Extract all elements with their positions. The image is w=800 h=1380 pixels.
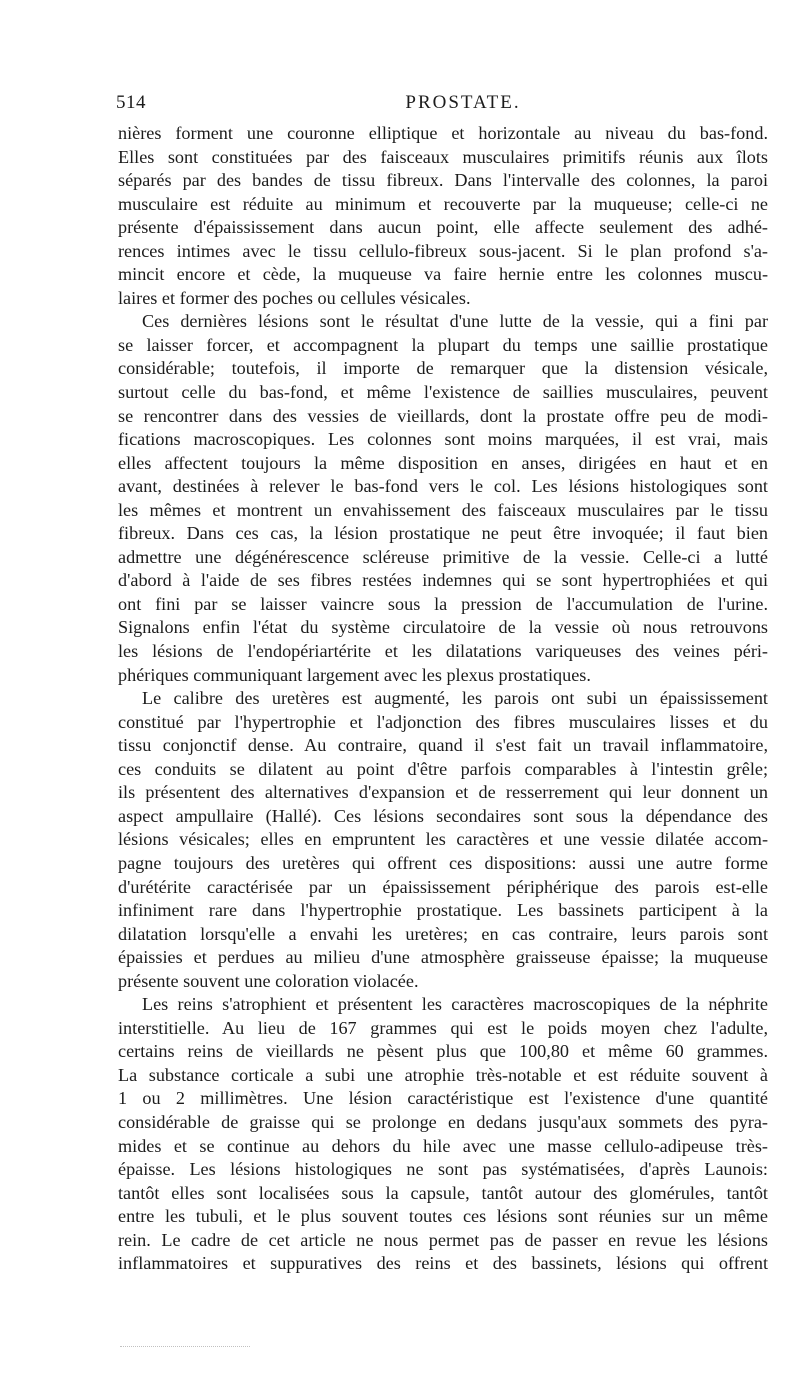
text-line: séparés par des bandes de tissu fibreux. Dans l'intervalle des colonnes, la paroi	[118, 170, 768, 191]
text-line: nières forment une couronne elliptique et horizontale au niveau du bas-fond.	[118, 123, 768, 143]
text-line: Le calibre des uretères est augmenté, les parois ont subi un épaississement	[142, 688, 768, 709]
paragraph	[118, 122, 768, 310]
text-line: lésions vésicales; elles en empruntent les caractères et une vessie dilatée accom-	[118, 829, 768, 850]
text-line: La substance corticale a subi une atrophie très-notable et est réduite souvent à	[118, 1064, 768, 1085]
paragraph	[118, 993, 768, 1276]
text-line: d'urétérite caractérisée par un épaississement périphérique des parois est-elle	[118, 876, 768, 897]
page-number: 514	[116, 92, 146, 113]
page-header	[116, 92, 770, 122]
text-line: admettre une dégénérescence scléreuse primitive de la vessie. Celle-ci a lutté	[118, 546, 768, 567]
text-line: se rencontrer dans des vessies de vieillards, dont la prostate offre peu de modi-	[118, 405, 768, 426]
text-line: musculaire est réduite au minimum et recouverte par la muqueuse; celle-ci ne	[118, 193, 768, 214]
text-line: mincit encore et cède, la muqueuse va faire hernie entre les colonnes muscu-	[118, 264, 768, 285]
text-line: rences intimes avec le tissu cellulo-fibreux sous-jacent. Si le plan profond s'a-	[118, 240, 768, 261]
text-line: Signalons enfin l'état du système circulatoire de la vessie où nous retrouvons	[118, 617, 768, 638]
text-line: d'abord à l'aide de ses fibres restées indemnes qui se sont hypertrophiées et qui	[118, 570, 768, 591]
body-text	[118, 122, 768, 1276]
text-line: 1 ou 2 millimètres. Une lésion caractéristique est l'existence d'une quantité	[118, 1088, 768, 1109]
text-line: mides et se continue au dehors du hile avec une masse cellulo-adipeuse très-	[118, 1135, 768, 1156]
text-line: épaissies et perdues au milieu d'une atmosphère graisseuse épaisse; la muqueuse	[118, 947, 768, 968]
text-line: certains reins de vieillards ne pèsent plus que 100,80 et même 60 grammes.	[118, 1041, 768, 1062]
text-line: pagne toujours des uretères qui offrent ces dispositions: aussi une autre forme	[118, 852, 768, 873]
text-line: surtout celle du bas-fond, et même l'existence de saillies musculaires, peuvent	[118, 382, 768, 403]
text-line: ils présentent des alternatives d'expansion et de resserrement qui leur donnent un	[118, 782, 768, 803]
paragraph	[118, 687, 768, 993]
text-line: se laisser forcer, et accompagnent la plupart du temps une saillie prostatique	[118, 334, 768, 355]
text-line: ont fini par se laisser vaincre sous la pression de l'accumulation de l'urine.	[118, 593, 768, 614]
text-line: rein. Le cadre de cet article ne nous permet pas de passer en revue les lésions	[118, 1229, 768, 1250]
text-line: entre les tubuli, et le plus souvent toutes ces lésions sont réunies sur un même	[118, 1206, 768, 1227]
text-line: tissu conjonctif dense. Au contraire, quand il s'est fait un travail inflammatoire,	[118, 735, 768, 756]
text-line: phériques communiquant largement avec les plexus prostatiques.	[118, 664, 591, 685]
text-line: aspect ampullaire (Hallé). Ces lésions secondaires sont sous la dépendance des	[118, 805, 768, 826]
text-line: interstitielle. Au lieu de 167 grammes qui est le poids moyen chez l'adulte,	[118, 1017, 768, 1038]
text-line: tantôt elles sont localisées sous la capsule, tantôt autour des glomérules, tantôt	[118, 1182, 768, 1203]
text-line: avant, destinées à relever le bas-fond vers le col. Les lésions histologiques sont	[118, 476, 768, 497]
running-title: PROSTATE.	[405, 92, 521, 113]
text-line: constitué par l'hypertrophie et l'adjonction des fibres musculaires lisses et du	[118, 711, 768, 732]
text-line: les lésions de l'endopériartérite et les dilatations variqueuses des veines péri-	[118, 641, 768, 662]
text-line: présente d'épaississement dans aucun point, elle affecte seulement des adhé-	[118, 217, 768, 238]
text-line: Ces dernières lésions sont le résultat d'une lutte de la vessie, qui a fini par	[142, 311, 768, 332]
paragraph	[118, 310, 768, 687]
text-line: dilatation lorsqu'elle a envahi les uretères; en cas contraire, leurs parois sont	[118, 923, 768, 944]
text-line: épaisse. Les lésions histologiques ne sont pas systématisées, d'après Launois:	[118, 1159, 768, 1180]
text-line: fications macroscopiques. Les colonnes sont moins marquées, il est vrai, mais	[118, 429, 768, 450]
text-line: considérable; toutefois, il importe de remarquer que la distension vésicale,	[118, 358, 768, 379]
text-line: Les reins s'atrophient et présentent les caractères macroscopiques de la néphrite	[142, 994, 768, 1015]
text-line: Elles sont constituées par des faisceaux musculaires primitifs réunis aux îlots	[118, 146, 768, 167]
text-line: infiniment rare dans l'hypertrophie prostatique. Les bassinets participent à la	[118, 900, 768, 921]
text-line: inflammatoires et suppuratives des reins et des bassinets, lésions qui offrent	[118, 1253, 768, 1274]
text-line: les mêmes et montrent un envahissement des faisceaux musculaires par le tissu	[118, 499, 768, 520]
text-line: ces conduits se dilatent au point d'être parfois comparables à l'intestin grêle;	[118, 758, 768, 779]
text-line: considérable de graisse qui se prolonge en dedans jusqu'aux sommets des pyra-	[118, 1111, 768, 1132]
text-line: laires et former des poches ou cellules vésicales.	[118, 287, 471, 308]
text-line: présente souvent une coloration violacée.	[118, 970, 419, 991]
footer-smudge	[120, 1346, 250, 1351]
text-line: fibreux. Dans ces cas, la lésion prostatique ne peut être invoquée; il faut bien	[118, 523, 768, 544]
text-line: elles affectent toujours la même disposition en anses, dirigées en haut et en	[118, 452, 768, 473]
